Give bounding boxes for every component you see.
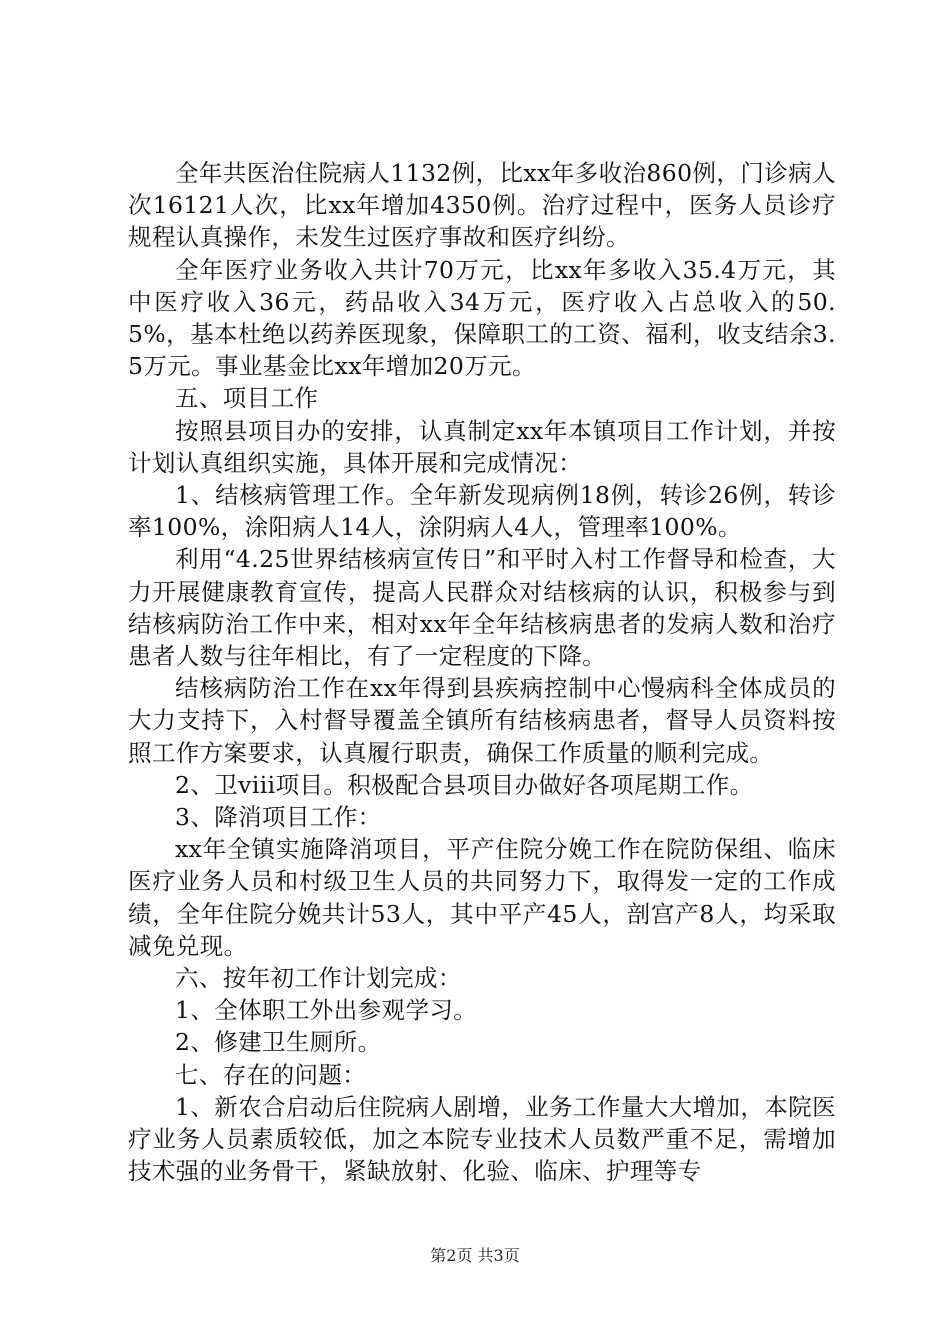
list-item-study-tour: 1、全体职工外出参观学习。: [175, 996, 478, 1025]
paragraph-tb-awareness: 利用“4.25世界结核病宣传日”和平时入村工作督导和检查，大力开展健康教育宣传，提高人民群众对结核病的认识，积极参与到结核病防治工作中来，相对xx年全年结核病患者的发病人数和治疗患者人数与往年相比，有了一定程度的下降。: [128, 545, 836, 671]
paragraph-reduction-project: xx年全镇实施降消项目，平产住院分娩工作在院防保组、临床医疗业务人员和村级卫生人员的共同努力下，取得发一定的工作成绩，全年住院分娩共计53人，其中平产45人，剖宫产8人，均采取减免兑现。: [128, 835, 836, 960]
paragraph-reduction-project-heading: 3、降消项目工作：: [175, 803, 382, 832]
paragraph-inpatient-stats: 全年共医治住院病人1132例，比xx年多收治860例，门诊病人次16121人次，比xx年增加4350例。治疗过程中，医务人员诊疗规程认真操作，未发生过医疗事故和医疗纠纷。: [128, 159, 836, 252]
list-item-toilets: 2、修建卫生厕所。: [175, 1028, 382, 1057]
section-heading-problems: 七、存在的问题：: [175, 1060, 367, 1089]
document-body: [128, 157, 836, 1188]
paragraph-project-plan: 按照县项目办的安排，认真制定xx年本镇项目工作计划，并按计划认真组织实施，具体开展和完成情况：: [128, 416, 836, 477]
paragraph-income: 全年医疗业务收入共计70万元，比xx年多收入35.4万元，其中医疗收入36元，药品收入34万元，医疗收入占总收入的50.5%，基本杜绝以药养医现象，保障职工的工资、福利，收支结余3.5万元。事业基金比xx年增加20万元。: [128, 255, 836, 381]
section-heading-projects: 五、项目工作: [175, 384, 319, 413]
paragraph-tb-management: 1、结核病管理工作。全年新发现病例18例，转诊26例，转诊率100%，涂阳病人14人，涂阴病人4人，管理率100%。: [128, 481, 836, 542]
paragraph-tb-supervision: 结核病防治工作在xx年得到县疾病控制中心慢病科全体成员的大力支持下，入村督导覆盖全镇所有结核病患者，督导人员资料按照工作方案要求，认真履行职责，确保工作质量的顺利完成。: [128, 674, 836, 767]
page-number-footer: 第2页 共3页: [430, 1246, 520, 1265]
section-heading-annual-plan: 六、按年初工作计划完成：: [175, 964, 462, 993]
paragraph-health-project: 2、卫viii项目。积极配合县项目办做好各项尾期工作。: [175, 770, 754, 799]
paragraph-problem-staffing: 1、新农合启动后住院病人剧增，业务工作量大大增加，本院医疗业务人员素质较低，加之本院专业技术人员数严重不足，需增加技术强的业务骨干，紧缺放射、化验、临床、护理等专: [128, 1092, 836, 1186]
